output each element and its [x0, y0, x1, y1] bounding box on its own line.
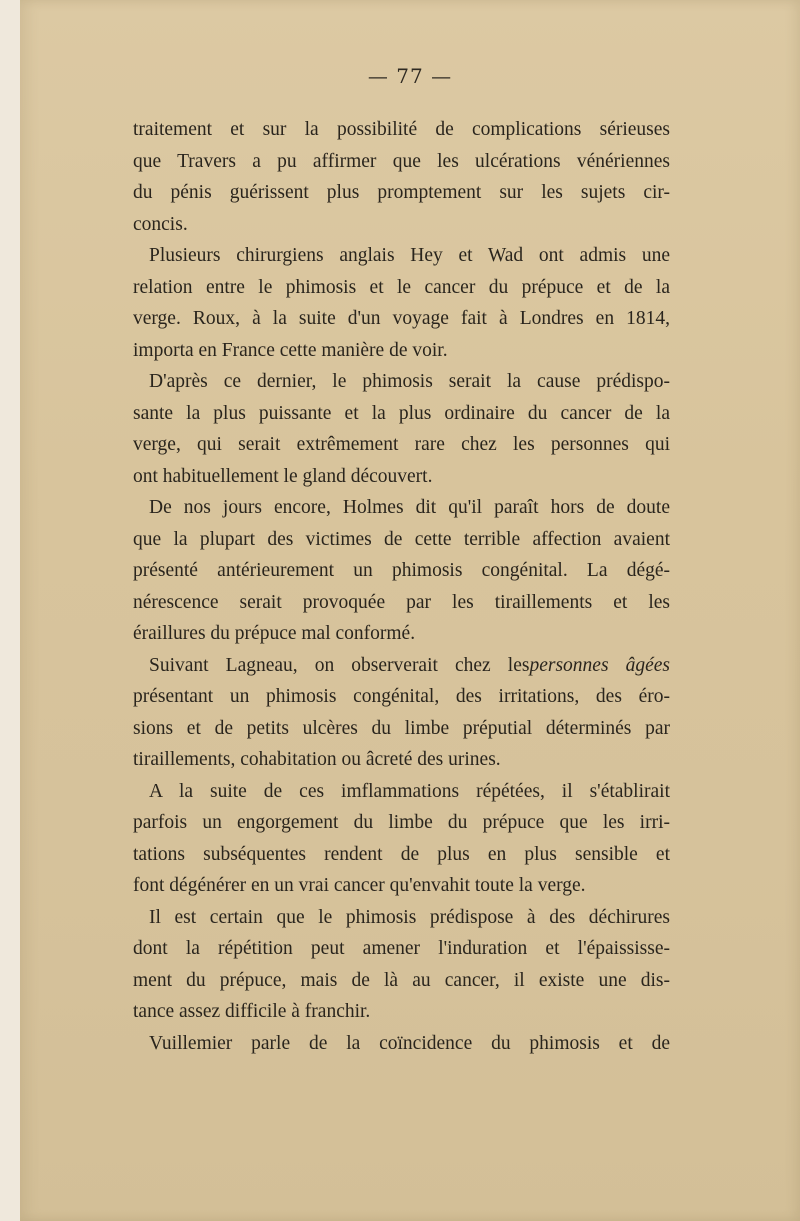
- text-line-content: concis.: [133, 213, 188, 235]
- text-line: [133, 335, 670, 367]
- text-line: [133, 524, 670, 556]
- text-line: [133, 303, 670, 335]
- text-line-content: traitement et sur la possibilité de complications sérieuses: [133, 119, 670, 140]
- text-line-content: Suivant Lagneau, on observerait chez les: [149, 654, 530, 676]
- text-line: [133, 965, 670, 997]
- text-line-content: relation entre le phimosis et le cancer du prépuce et de la: [133, 276, 670, 298]
- text-line-content: D'après ce dernier, le phimosis serait la cause prédispo-: [149, 371, 670, 392]
- text-line: [133, 650, 670, 682]
- body-text: [133, 114, 670, 1059]
- text-line-content: verge, qui serait extrêmement rare chez les personnes qui: [133, 434, 670, 455]
- text-line-content: éraillures du prépuce mal conformé.: [133, 623, 416, 644]
- text-line: [133, 587, 670, 619]
- left-margin-strip: [0, 0, 20, 1221]
- text-line-content: présenté antérieurement un phimosis congénital. La dégé-: [133, 560, 670, 581]
- text-line-content: que Travers a pu affirmer que les ulcérations vénériennes: [133, 150, 670, 172]
- text-line: [133, 713, 670, 745]
- text-line-content: verge. Roux, à la suite d'un voyage fait à Londres en 1814,: [133, 308, 670, 329]
- book-page: [20, 0, 800, 1221]
- text-line-content: tance assez difficile à franchir.: [133, 1001, 371, 1022]
- text-line: [133, 555, 670, 587]
- text-line-content: dont la répétition peut amener l'induration et l'épaississe-: [133, 938, 670, 959]
- text-line-content: du pénis guérissent plus promptement sur les sujets cir-: [133, 182, 670, 203]
- text-line: [133, 429, 670, 461]
- text-line: [133, 492, 670, 524]
- text-line: [133, 1028, 670, 1060]
- text-line-content: A la suite de ces imflammations répétées, il s'établirait: [149, 780, 670, 802]
- text-line-content: De nos jours encore, Holmes dit qu'il paraît hors de doute: [149, 497, 670, 518]
- text-line-content: font dégénérer en un vrai cancer qu'envahit toute la verge.: [133, 875, 586, 896]
- text-line: [133, 807, 670, 839]
- text-line-content: ment du prépuce, mais de là au cancer, il existe une dis-: [133, 969, 670, 991]
- text-line: [133, 272, 670, 304]
- text-line: [133, 209, 670, 241]
- text-line-content: que la plupart des victimes de cette terrible affection avaient: [133, 528, 670, 550]
- text-line-content: parfois un engorgement du limbe du prépuce que les irri-: [133, 812, 670, 833]
- text-line-content: Vuillemier parle de la coïncidence du phimosis et de: [149, 1032, 670, 1054]
- text-line-content: sions et de petits ulcères du limbe préputial déterminés par: [133, 717, 670, 739]
- text-line: [133, 776, 670, 808]
- text-line-content: tations subséquentes rendent de plus en plus sensible et: [133, 843, 670, 865]
- italic-phrase: personnes âgées: [529, 654, 670, 676]
- text-line: [133, 366, 670, 398]
- text-line-content: Il est certain que le phimosis prédispose à des déchirures: [149, 906, 670, 928]
- text-line: [133, 681, 670, 713]
- text-line-content: tiraillements, cohabitation ou âcreté des urines.: [133, 749, 501, 770]
- text-line-content: importa en France cette manière de voir.: [133, 339, 448, 361]
- text-line: [133, 177, 670, 209]
- text-line: [133, 744, 670, 776]
- text-line-content: présentant un phimosis congénital, des irritations, des éro-: [133, 686, 670, 707]
- text-line: [133, 933, 670, 965]
- text-line-content: ont habituellement le gland découvert.: [133, 465, 433, 487]
- text-line: [133, 870, 670, 902]
- text-line: [133, 902, 670, 934]
- text-line: [133, 618, 670, 650]
- text-line: [133, 461, 670, 493]
- text-line: [133, 398, 670, 430]
- text-line: [133, 240, 670, 272]
- page-number: — 77 —: [367, 64, 453, 88]
- text-line-content: Plusieurs chirurgiens anglais Hey et Wad ont admis une: [149, 245, 670, 266]
- text-line: [133, 146, 670, 178]
- text-line: [133, 996, 670, 1028]
- text-line-content: nérescence serait provoquée par les tiraillements et les: [133, 591, 670, 613]
- text-line-content: sante la plus puissante et la plus ordinaire du cancer de la: [133, 402, 670, 424]
- text-line: [133, 839, 670, 871]
- text-line: [133, 114, 670, 146]
